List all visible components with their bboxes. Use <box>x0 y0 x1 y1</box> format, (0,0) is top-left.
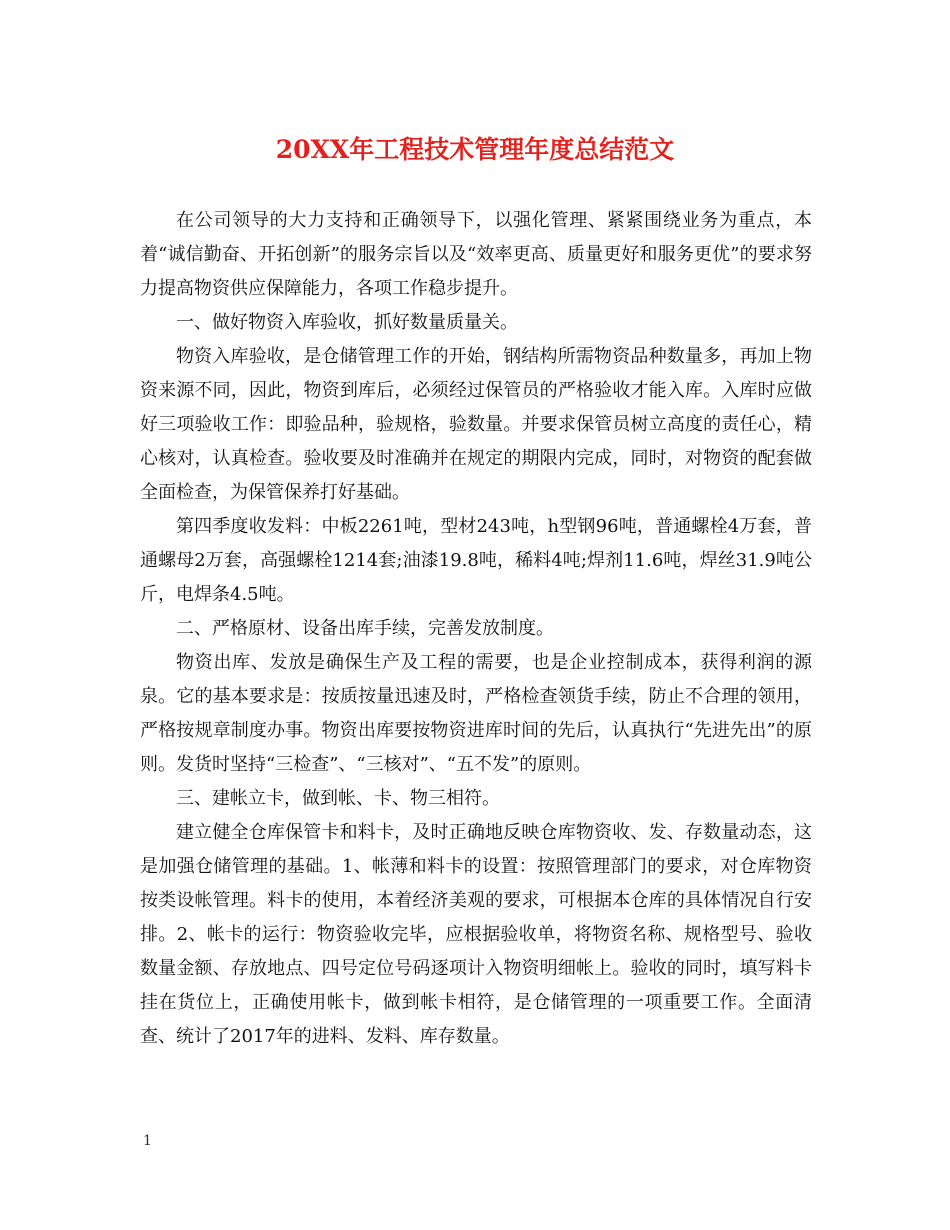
section-heading-2: 二、严格原材、设备出库手续，完善发放制度。 <box>176 618 554 639</box>
paragraph-outbound: 物资出库、发放是确保生产及工程的需要，也是企业控制成本，获得利润的源泉。它的基本要求是：按质按量迅速及时，严格检查领货手续，防止不合理的领用，严格按规章制度办事。物资出库要按物资进库时间的先后，认真执行“先进先出”的原则。发货时坚持“三检查”、“三核对”、“五不发”的原则。 <box>140 652 812 775</box>
paragraph-intro: 在公司领导的大力支持和正确领导下，以强化管理、紧紧围绕业务为重点，本着“诚信勤奋、开拓创新”的服务宗旨以及“效率更高、质量更好和服务更优”的要求努力提高物资供应保障能力，各项工作稳步提升。 <box>140 210 812 299</box>
section-heading-3: 三、建帐立卡，做到帐、卡、物三相符。 <box>176 788 500 809</box>
document-body <box>140 204 812 1054</box>
paragraph-inbound-inspection: 物资入库验收，是仓储管理工作的开始，钢结构所需物资品种数量多，再加上物资来源不同，因此，物资到库后，必须经过保管员的严格验收才能入库。入库时应做好三项验收工作：即验品种，验规格，验数量。并要求保管员树立高度的责任心，精心核对，认真检查。验收要及时准确并在规定的期限内完成，同时，对物资的配套做全面检查，为保管保养打好基础。 <box>140 346 812 503</box>
paragraph-accounts-cards: 建立健全仓库保管卡和料卡，及时正确地反映仓库物资收、发、存数量动态，这是加强仓储管理的基础。1、帐薄和料卡的设置：按照管理部门的要求，对仓库物资按类设帐管理。料卡的使用，本着经济美观的要求，可根据本仓库的具体情况自行安排。2、帐卡的运行：物资验收完毕，应根据验收单，将物资名称、规格型号、验收数量金额、存放地点、四号定位号码逐项计入物资明细帐上。验收的同时，填写料卡挂在货位上，正确使用帐卡，做到帐卡相符，是仓储管理的一项重要工作。全面清查、统计了2017年的进料、发料、库存数量。 <box>140 822 812 1047</box>
document-title: 20XX年工程技术管理年度总结范文 <box>275 135 675 164</box>
section-heading-1: 一、做好物资入库验收，抓好数量质量关。 <box>176 312 518 333</box>
paragraph-q4-materials: 第四季度收发料：中板2261吨，型材243吨，h型钢96吨，普通螺栓4万套，普通螺母2万套，高强螺栓1214套;油漆19.8吨，稀料4吨;焊剂11.6吨，焊丝31.9吨公斤，电焊条4.5吨。 <box>140 516 812 605</box>
page-number: 1 <box>143 1133 152 1149</box>
